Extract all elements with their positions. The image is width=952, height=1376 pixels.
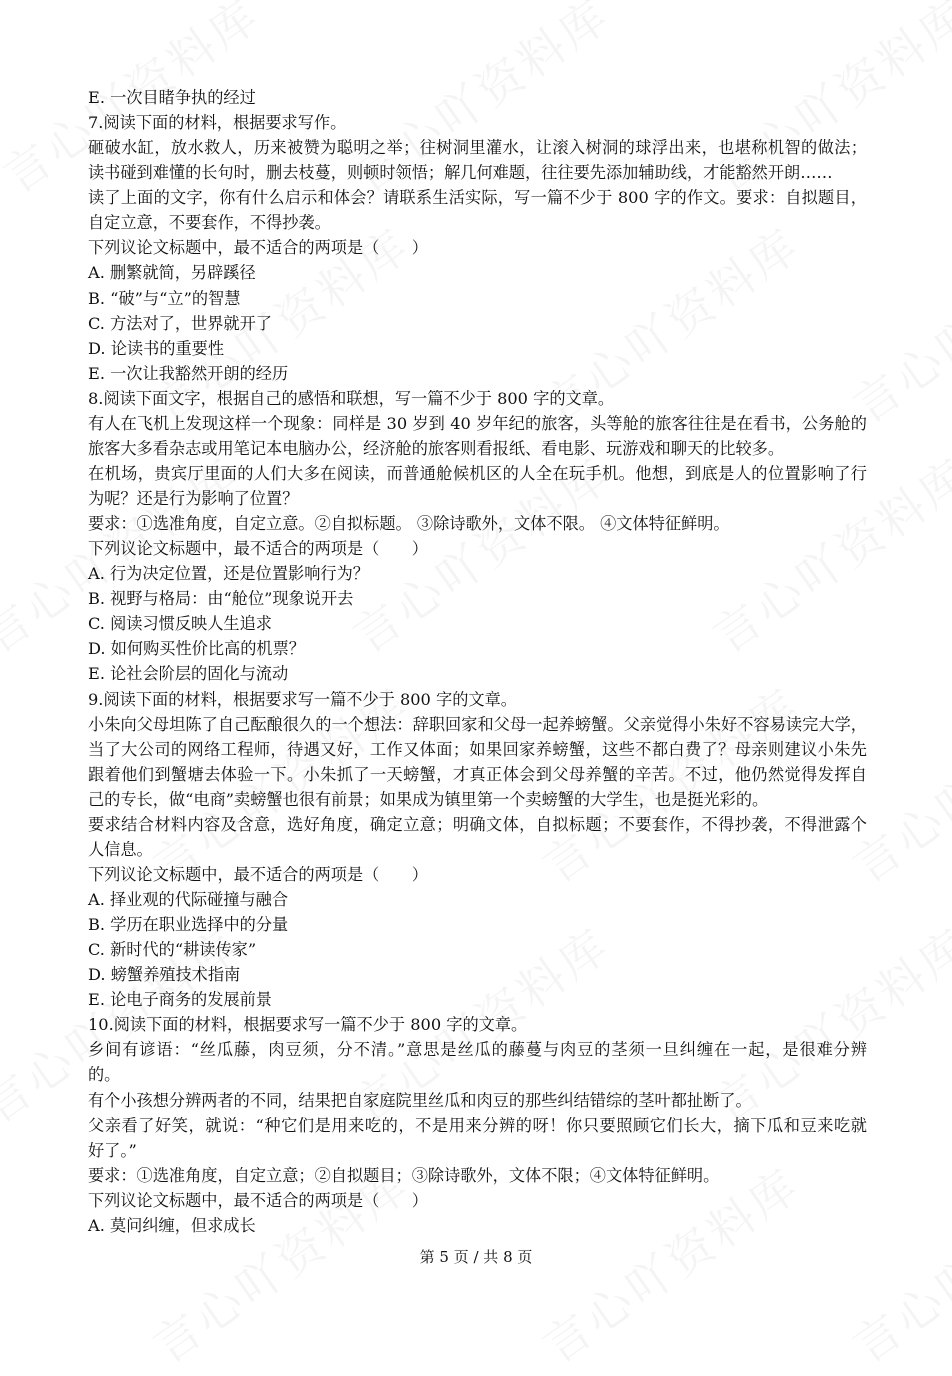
paragraph bbox=[88, 1188, 867, 1213]
paragraph bbox=[88, 1037, 867, 1087]
text-line: 要求：①选准角度，自定立意。②自拟标题。 ③除诗歌外，文体不限。 ④文体特征鲜明。 bbox=[88, 514, 730, 534]
text-line: 9.阅读下面的材料，根据要求写一篇不少于 800 字的文章。 bbox=[88, 689, 517, 709]
text-line: 7.阅读下面的材料，根据要求写作。 bbox=[88, 113, 347, 133]
text-line: 父亲看了好笑，就说：“种它们是用来吃的，不是用来分辨的呀！你只要照顾它们长大，摘下瓜和豆来吃就 bbox=[88, 1115, 867, 1135]
document-body bbox=[88, 85, 867, 1238]
text-line: A. 行为决定位置，还是位置影响行为？ bbox=[88, 564, 369, 584]
text-line: A. 择业观的代际碰撞与融合 bbox=[88, 890, 289, 909]
paragraph bbox=[88, 135, 867, 185]
text-line: 有人在飞机上发现这样一个现象：同样是 30 岁到 40 岁年纪的旅客，头等舱的旅客往往是在看书，公务舱的 bbox=[88, 413, 867, 433]
paragraph bbox=[88, 260, 867, 285]
text-line: 当了大公司的网络工程师，待遇又好，工作又体面；如果回家养螃蟹，这些不都白费了？母亲则建议小朱先 bbox=[88, 739, 867, 759]
paragraph bbox=[88, 887, 867, 912]
paragraph bbox=[88, 862, 867, 887]
text-line: 的。 bbox=[88, 1065, 121, 1085]
paragraph bbox=[88, 185, 867, 235]
text-line: B. 视野与格局：由“舱位”现象说开去 bbox=[88, 589, 354, 609]
text-line: B. 学历在职业选择中的分量 bbox=[88, 915, 289, 935]
text-line: A. 删繁就简，另辟蹊径 bbox=[88, 263, 256, 283]
paragraph bbox=[88, 286, 867, 311]
paragraph bbox=[88, 586, 867, 611]
text-line: 好了。” bbox=[88, 1140, 137, 1160]
paragraph bbox=[88, 912, 867, 937]
paragraph bbox=[88, 110, 867, 135]
text-line: 要求结合材料内容及含意，选好角度，确定立意；明确文体，自拟标题；不要套作，不得抄袭，不得泄露个 bbox=[88, 814, 867, 834]
text-line: 8.阅读下面文字，根据自己的感悟和联想，写一篇不少于 800 字的文章。 bbox=[88, 388, 615, 408]
paragraph bbox=[88, 937, 867, 962]
paragraph bbox=[88, 411, 867, 461]
text-line: 下列议论文标题中，最不适合的两项是（ ） bbox=[88, 1190, 428, 1210]
text-line: C. 新时代的“耕读传家” bbox=[88, 940, 257, 960]
text-line: 有个小孩想分辨两者的不同，结果把自家庭院里丝瓜和肉豆的那些纠结错综的茎叶都扯断了。 bbox=[88, 1090, 752, 1110]
paragraph bbox=[88, 636, 867, 661]
text-line: 旅客大多看杂志或用笔记本电脑办公，经济舱的旅客则看报纸、看电影、玩游戏和聊天的比较多。 bbox=[88, 438, 785, 458]
paragraph bbox=[88, 812, 867, 862]
text-line: 跟着他们到蟹塘去体验一下。小朱抓了一天螃蟹，才真正体会到父母养蟹的辛苦。不过，他仍然觉得发挥自 bbox=[88, 764, 867, 784]
text-line: E. 一次目睹争执的经过 bbox=[88, 88, 256, 107]
paragraph bbox=[88, 511, 867, 536]
text-line: 下列议论文标题中，最不适合的两项是（ ） bbox=[88, 238, 428, 258]
text-line: D. 论读书的重要性 bbox=[88, 338, 225, 358]
text-line: 10.阅读下面的材料，根据要求写一篇不少于 800 字的文章。 bbox=[88, 1015, 528, 1035]
text-line: 读了上面的文字，你有什么启示和体会？请联系生活实际，写一篇不少于 800 字的作文。要求：自拟题目， bbox=[88, 188, 867, 208]
text-line: 在机场，贵宾厅里面的人们大多在阅读，而普通舱候机区的人全在玩手机。他想，到底是人的位置影响了行 bbox=[88, 463, 867, 483]
text-line: 自定立意，不要套作，不得抄袭。 bbox=[88, 213, 331, 233]
paragraph bbox=[88, 1213, 867, 1238]
text-line: E. 一次让我豁然开朗的经历 bbox=[88, 363, 289, 383]
paragraph bbox=[88, 311, 867, 336]
paragraph bbox=[88, 1163, 867, 1188]
page-number: 第 5 页 / 共 8 页 bbox=[419, 1248, 533, 1266]
paragraph bbox=[88, 1012, 867, 1037]
paragraph bbox=[88, 611, 867, 636]
text-line: D. 螃蟹养殖技术指南 bbox=[88, 965, 241, 985]
paragraph bbox=[88, 1113, 867, 1163]
text-line: E. 论社会阶层的固化与流动 bbox=[88, 664, 289, 684]
paragraph bbox=[88, 235, 867, 260]
text-line: E. 论电子商务的发展前景 bbox=[88, 990, 272, 1010]
text-line: 人信息。 bbox=[88, 839, 153, 859]
paragraph bbox=[88, 336, 867, 361]
text-line: 砸破水缸，放水救人，历来被赞为聪明之举；往树洞里灌水，让滚入树洞的球浮出来，也堪称机智的做法； bbox=[88, 138, 867, 158]
text-line: D. 如何购买性价比高的机票？ bbox=[88, 639, 305, 659]
paragraph bbox=[88, 85, 867, 110]
text-line: A. 莫问纠缠，但求成长 bbox=[88, 1215, 256, 1235]
paragraph bbox=[88, 536, 867, 561]
text-line: 为呢？还是行为影响了位置？ bbox=[88, 489, 299, 508]
text-line: 下列议论文标题中，最不适合的两项是（ ） bbox=[88, 539, 428, 559]
text-line: 要求：①选准角度，自定立意；②自拟题目；③除诗歌外，文体不限；④文体特征鲜明。 bbox=[88, 1165, 720, 1185]
paragraph bbox=[88, 962, 867, 987]
text-line: 小朱向父母坦陈了自己酝酿很久的一个想法：辞职回家和父母一起养螃蟹。父亲觉得小朱好不容易读完大学， bbox=[88, 714, 867, 734]
paragraph bbox=[88, 661, 867, 686]
text-line: C. 阅读习惯反映人生追求 bbox=[88, 614, 272, 634]
paragraph bbox=[88, 712, 867, 812]
paragraph bbox=[88, 1088, 867, 1113]
paragraph bbox=[88, 687, 867, 712]
text-line: 读书碰到难懂的长句时，删去枝蔓，则顿时领悟；解几何难题，往往要先添加辅助线，才能豁然开朗…… bbox=[88, 163, 833, 183]
text-line: B. “破”与“立”的智慧 bbox=[88, 288, 241, 308]
paragraph bbox=[88, 461, 867, 511]
paragraph bbox=[88, 987, 867, 1012]
paragraph bbox=[88, 561, 867, 586]
text-line: 己的专长，做“电商”卖螃蟹也很有前景；如果成为镇里第一个卖螃蟹的大学生，也是挺光彩的。 bbox=[88, 789, 769, 809]
text-line: C. 方法对了，世界就开了 bbox=[88, 313, 272, 333]
text-line: 下列议论文标题中，最不适合的两项是（ ） bbox=[88, 864, 428, 884]
paragraph bbox=[88, 361, 867, 386]
paragraph bbox=[88, 386, 867, 411]
text-line: 乡间有谚语：“丝瓜藤，肉豆须，分不清。”意思是丝瓜的藤蔓与肉豆的茎须一旦纠缠在一起，是很难分辨 bbox=[88, 1040, 867, 1060]
